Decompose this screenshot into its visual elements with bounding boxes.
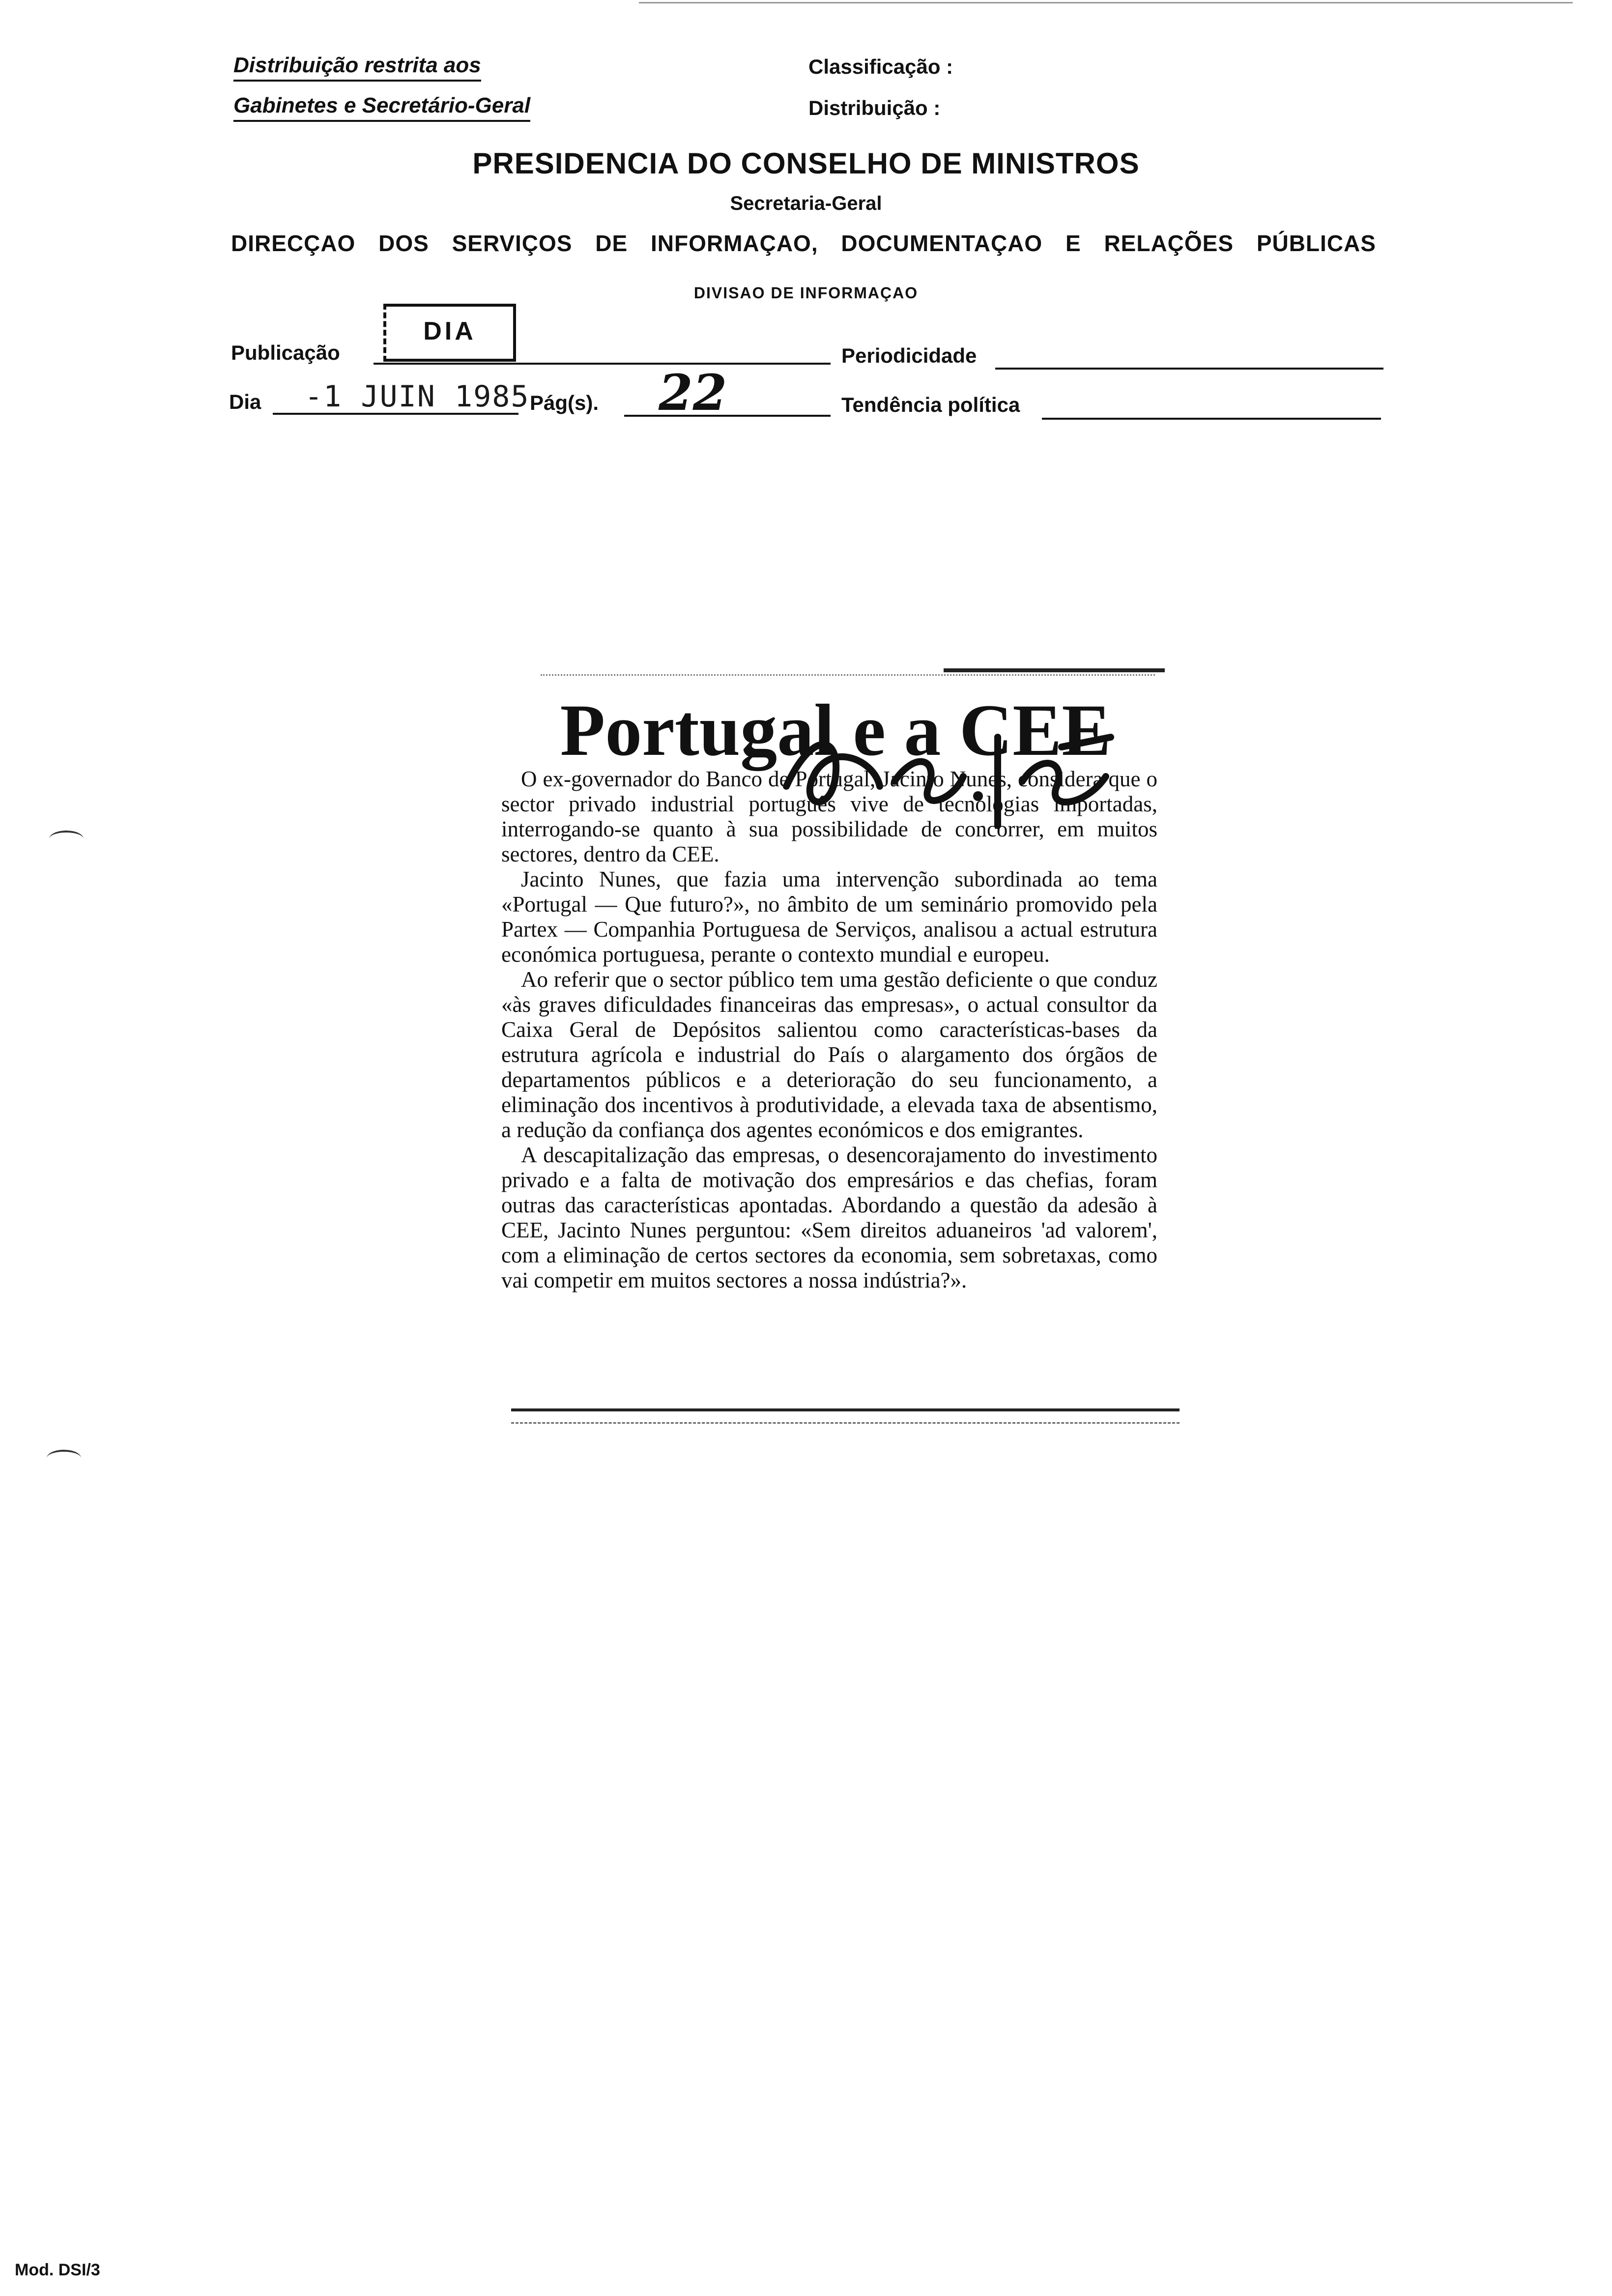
direccao-word: RELAÇÕES [1104,230,1234,256]
ministry-title: PRESIDENCIA DO CONSELHO DE MINISTROS [472,147,1140,180]
article-paragraph: Jacinto Nunes, que fazia uma intervenção subordinada ao tema «Portugal — Que futuro?», no âmbito de um seminário promovido pela Partex — Companhia Portuguesa de Serviços, analisou a actual estrutura económica portuguesa, perante o contexto mundial e europeu. [501,867,1157,967]
direccao-line [231,230,1376,257]
dia-label: Dia [229,390,261,413]
publicacao-label: Publicação [231,341,340,364]
classificacao-label: Classificação : [808,55,953,78]
direccao-word: DIRECÇAO [231,230,356,256]
restricted-line-1: Distribuição restrita aos [233,53,481,82]
pags-handwritten-value: 22 [659,364,727,422]
direccao-word: INFORMAÇAO, [650,230,818,256]
distribuicao-label: Distribuição : [808,96,941,119]
tendencia-label: Tendência política [841,393,1020,416]
clipping-bottom-dashed-edge [511,1422,1180,1424]
periodicidade-line [995,368,1383,370]
pags-line [624,415,831,417]
clipping-top-dotted-edge [541,674,1155,676]
article-paragraph: A descapitalização das empresas, o desencorajamento do investimento privado e a falta de motivação dos empresários e das chefias, foram outras das características apontadas. Abordando a questão da adesão à CEE, Jacinto Nunes perguntou: «Sem direitos aduaneiros 'ad valorem', com a eliminação de certos sectores da economia, sem sobretaxas, como vai competir em muitos sectores a nossa indústria?». [501,1143,1157,1292]
dia-date-stamp: -1 JUIN 1985 [305,379,530,414]
direccao-word: E [1065,230,1081,256]
direccao-word: DE [595,230,628,256]
article-headline: Portugal e a CEE [560,689,1111,771]
direccao-word: PÚBLICAS [1256,230,1376,256]
article-paragraph: O ex-governador do Banco de Portugal, Jacinto Nunes, considera que o sector privado industrial português vive de tecnologias importadas, interrogando-se quanto à sua possibilidade de concorrer, em muitos sectores, dentro da CEE. [501,767,1157,866]
direccao-word: DOS [378,230,429,256]
form-model-code: Mod. DSI/3 [15,2261,100,2279]
publicacao-line [374,363,831,365]
pags-label: Pág(s). [530,391,599,414]
tendencia-line [1042,418,1381,420]
restricted-line-2: Gabinetes e Secretário-Geral [233,93,530,122]
direccao-word: DOCUMENTAÇAO [841,230,1043,256]
publicacao-stamp-box: DIA [383,304,516,362]
divisao-informacao: DIVISAO DE INFORMAÇAO [693,284,919,302]
periodicidade-label: Periodicidade [841,344,977,367]
article-body [501,767,1157,1293]
scan-mark [47,1450,81,1466]
direccao-word: SERVIÇOS [452,230,573,256]
clipping-top-rule [944,668,1165,672]
article-paragraph: Ao referir que o sector público tem uma gestão deficiente o que conduz «às graves dificuldades financeiras das empresas», o actual consultor da Caixa Geral de Depósitos salientou como características-bases da estrutura agrícola e industrial do País o alargamento dos órgãos de departamentos públicos e a deterioração do seu funcionamento, a eliminação dos incentivos à produtividade, a elevada taxa de absentismo, a redução da confiança dos agentes económicos e dos emigrantes. [501,967,1157,1142]
scan-mark [49,831,84,847]
clipping-bottom-rule [511,1408,1180,1411]
scan-top-edge [639,2,1573,3]
secretaria-geral: Secretaria-Geral [730,193,882,214]
